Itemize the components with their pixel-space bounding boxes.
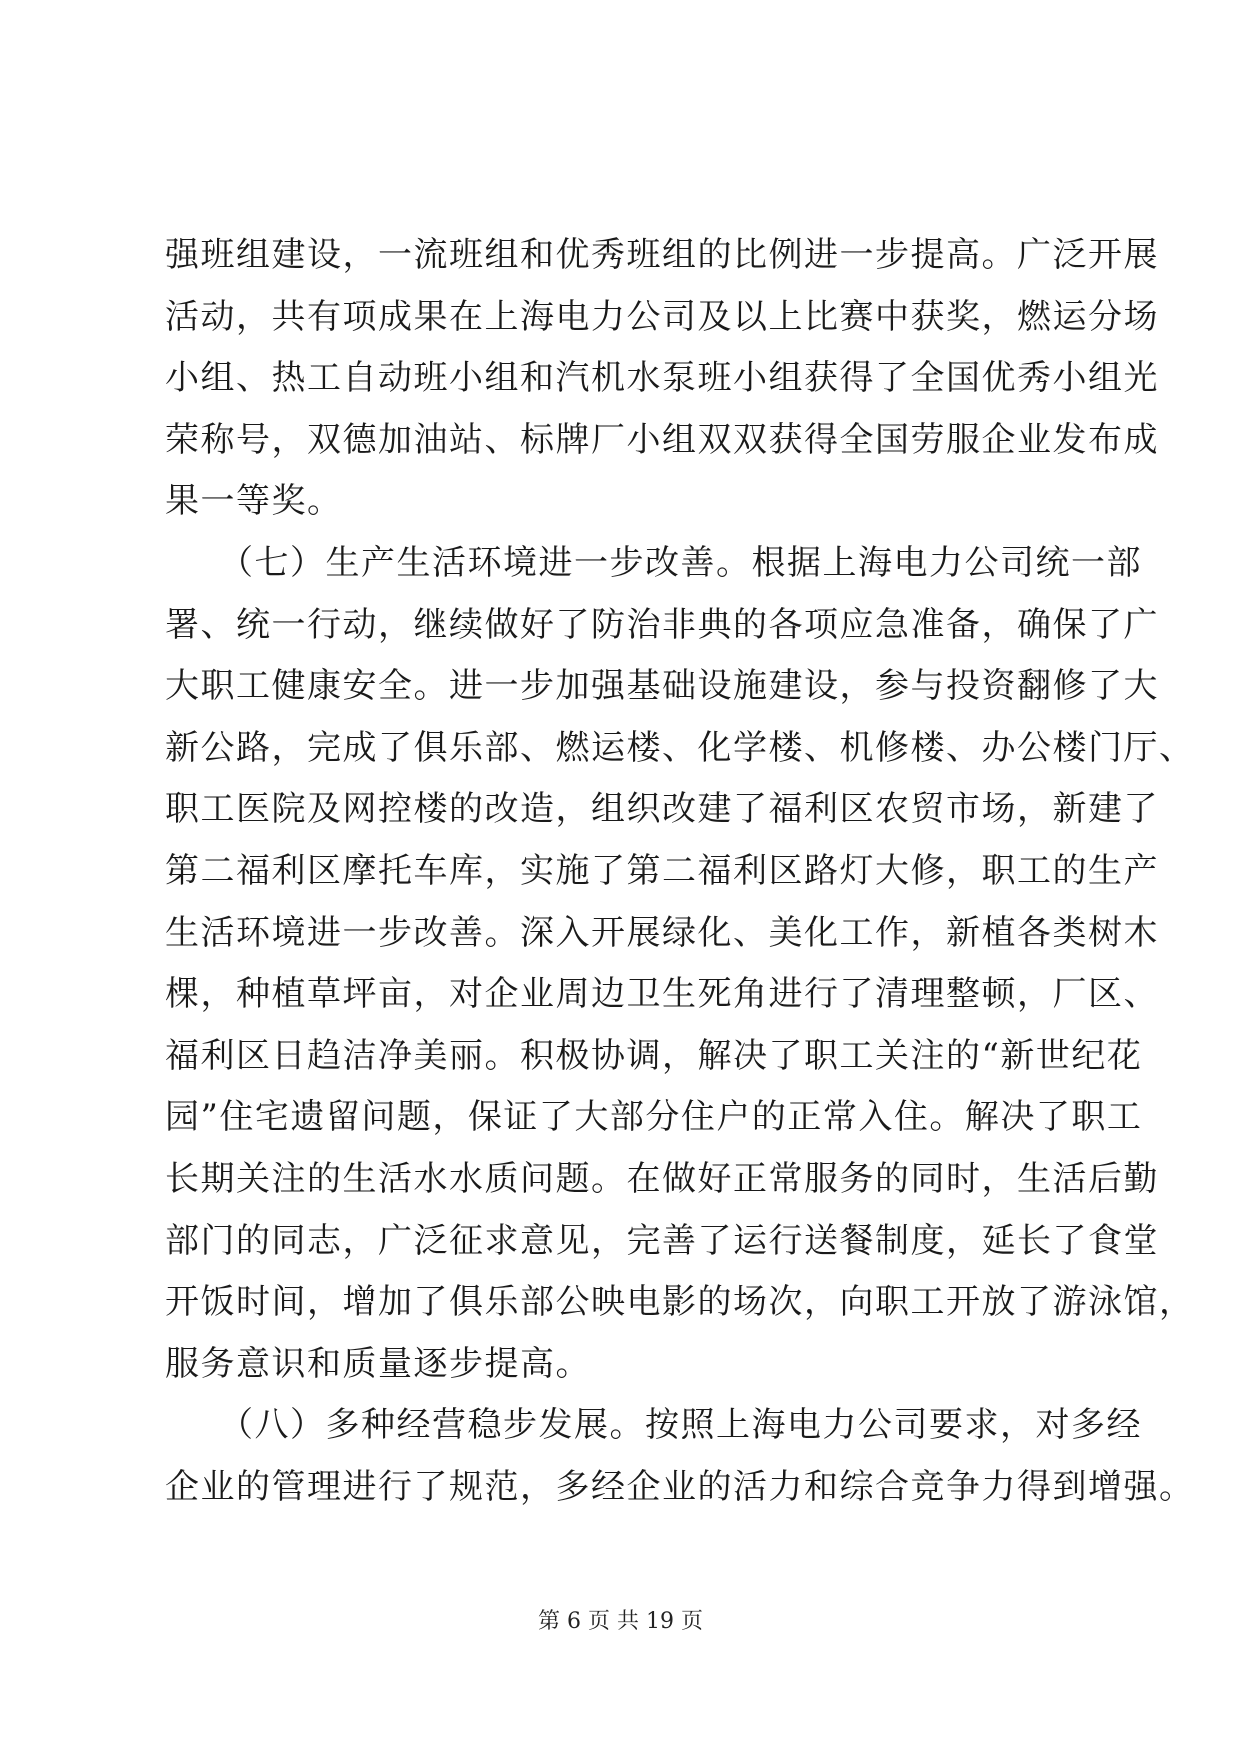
text-line: 服务意识和质量逐步提高。 [165,1343,591,1384]
text-line: 开饭时间，增加了俱乐部公映电影的场次，向职工开放了游泳馆， [165,1282,1195,1323]
text-line: 福利区日趋洁净美丽。积极协调，解决了职工关注的“新世纪花 [165,1035,1143,1076]
text-line: 棵，种植草坪亩，对企业周边卫生死角进行了清理整顿，厂区、 [165,974,1159,1015]
text-line: 大职工健康安全。进一步加强基础设施建设，参与投资翻修了大 [165,666,1159,707]
text-line: 部门的同志，广泛征求意见，完善了运行送餐制度，延长了食堂 [165,1220,1159,1261]
text-line: 职工医院及网控楼的改造，组织改建了福利区农贸市场，新建了 [165,789,1159,830]
text-line: 第二福利区摩托车库，实施了第二福利区路灯大修，职工的生产 [165,850,1159,891]
text-line: 荣称号，双德加油站、标牌厂小组双双获得全国劳服企业发布成 [165,419,1159,460]
text-line: 园”住宅遗留问题，保证了大部分住户的正常入住。解决了职工 [165,1097,1143,1138]
text-line: 果一等奖。 [165,481,343,522]
section-7-heading-line: （七）生产生活环境进一步改善。根据上海电力公司统一部 [165,542,1142,583]
text-line: 企业的管理进行了规范，多经企业的活力和综合竞争力得到增强。 [165,1466,1195,1507]
text-line: 新公路，完成了俱乐部、燃运楼、化学楼、机修楼、办公楼门厅、 [165,727,1195,768]
text-line: 生活环境进一步改善。深入开展绿化、美化工作，新植各类树木 [165,912,1159,953]
body-text [165,225,1195,1518]
text-line: 活动，共有项成果在上海电力公司及以上比赛中获奖，燃运分场 [165,296,1159,337]
text-line: 强班组建设，一流班组和优秀班组的比例进一步提高。广泛开展 [165,235,1159,275]
text-line: 小组、热工自动班小组和汽机水泵班小组获得了全国优秀小组光 [165,358,1159,399]
text-line: 署、统一行动，继续做好了防治非典的各项应急准备，确保了广 [165,604,1159,645]
page-number-footer: 第 6 页 共 19 页 [538,1609,703,1634]
section-8-heading-line: （八）多种经营稳步发展。按照上海电力公司要求，对多经 [165,1405,1142,1446]
text-line: 长期关注的生活水水质问题。在做好正常服务的同时，生活后勤 [165,1158,1159,1199]
